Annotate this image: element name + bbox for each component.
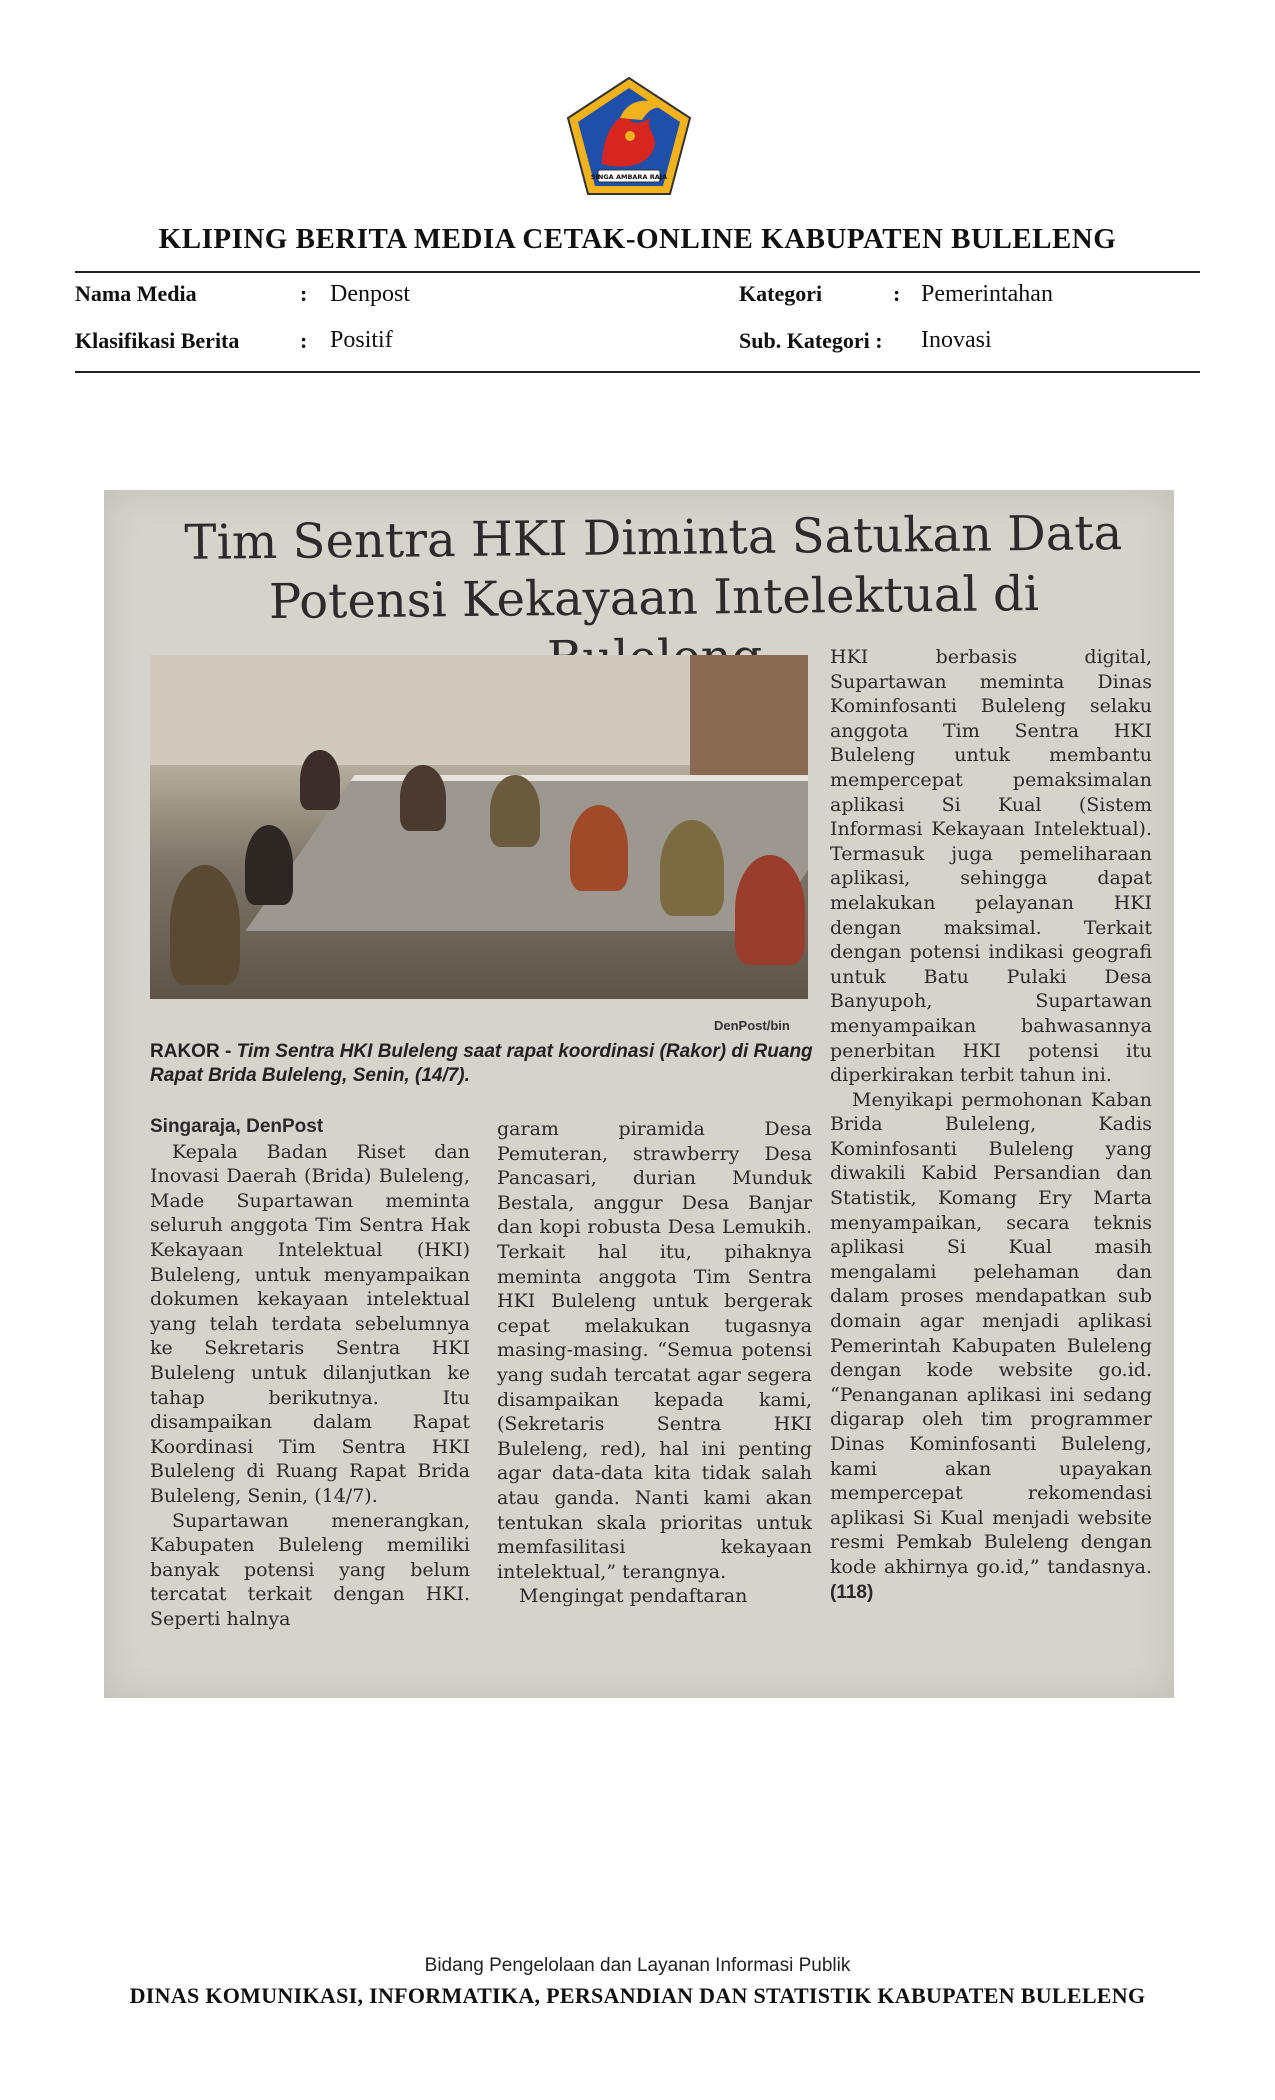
media-colon: :	[300, 281, 308, 306]
kategori-value: Pemerintahan	[921, 281, 1053, 307]
photo-credit: DenPost/bin	[714, 1018, 790, 1033]
footer-agency: DINAS KOMUNIKASI, INFORMATIKA, PERSANDIAN DAN STATISTIK KABUPATEN BULELENG	[129, 1983, 1146, 2008]
footer-unit: Bidang Pengelolaan dan Layanan Informasi Publik	[424, 1955, 851, 1976]
emblem-motto: SINGA AMBARA RAJA	[590, 173, 668, 181]
kategori-label: Kategori	[739, 281, 823, 306]
article-paragraph: HKI berbasis digital, Supartawan meminta Dinas Kominfosanti Buleleng selaku anggota Tim Sentra HKI Buleleng untuk membantu mempercepat pemaksimalan aplikasi Si Kual (Sistem Informasi Kekayaan Intelektual). Termasuk juga pemeliharaan aplikasi, sehingga dapat melakukan pelayanan HKI dengan maksimal. Terkait dengan potensi indikasi geografi untuk Batu Pulaki Desa Banyupoh, Supartawan menyampaikan bahwasannya penerbitan HKI potensi itu diperkirakan terbit tahun ini.	[830, 646, 1152, 1087]
media-label: Nama Media	[75, 281, 197, 306]
klasifikasi-label: Klasifikasi Berita	[75, 328, 240, 353]
article-paragraph	[830, 1088, 1152, 1605]
header-divider	[75, 271, 1200, 273]
article-column-3	[830, 645, 1152, 1605]
article-paragraph: garam piramida Desa Pemuteran, strawberry Desa Pancasari, durian Munduk Bestala, anggur Desa Banjar dan kopi robusta Desa Lemukih. Terkait hal itu, pihaknya meminta anggota Tim Sentra HKI Buleleng untuk bergerak cepat melakukan tugasnya masing-masing. “Semua potensi yang sudah tercatat agar segera disampaikan kepada kami, (Sekretaris Sentra HKI Buleleng, red), hal ini penting agar data-data kita tidak salah atau ganda. Nanti kami akan tentukan skala prioritas untuk memfasilitasi kekayaan intelektual,” terangnya.	[497, 1118, 812, 1583]
dateline: Singaraja, DenPost	[150, 1116, 324, 1137]
article-paragraph-text: Menyikapi permohonan Kaban Brida Buleleng, Kadis Kominfosanti Buleleng yang diwakili Kabid Persandian dan Statistik, Komang Ery Marta menyampaikan, secara teknis aplikasi Si Kual masih mengalami pelehaman dan dalam proses mendapatkan sub domain agar menjadi aplikasi Pemerintah Kabupaten Buleleng dengan kode website go.id. “Penanganan aplikasi ini sedang digarap oleh tim programmer Dinas Kominfosanti Buleleng, kami akan upayakan mempercepat rekomendasi aplikasi Si Kual menjadi website resmi Pemkab Buleleng dengan kode akhirnya go.id,” tandasnya.	[830, 1088, 1152, 1578]
meeting-photo	[150, 655, 808, 999]
klasifikasi-value: Positif	[330, 327, 393, 353]
reporter-code: (118)	[830, 1581, 874, 1603]
document-title: KLIPING BERITA MEDIA CETAK-ONLINE KABUPATEN BULELENG	[158, 223, 1117, 255]
media-value: Denpost	[330, 281, 410, 307]
subkategori-value: Inovasi	[921, 327, 992, 353]
photo-caption	[150, 1040, 815, 1088]
kategori-colon: :	[893, 281, 901, 306]
klasifikasi-colon: :	[300, 328, 308, 353]
caption-lead: RAKOR -	[150, 1041, 237, 1062]
article-paragraph: Kepala Badan Riset dan Inovasi Daerah (Brida) Buleleng, Made Supartawan meminta seluruh anggota Tim Sentra Hak Kekayaan Intelektual (HKI) Buleleng, untuk menyampaikan dokumen kekayaan intelektual yang telah terdata sebelumnya ke Sekretaris Sentra HKI Buleleng untuk dilanjutkan ke tahap berikutnya. Itu disampaikan dalam Rapat Koordinasi Tim Sentra HKI Buleleng di Ruang Rapat Brida Buleleng, Senin, (14/7).	[150, 1140, 470, 1507]
pemkab-buleleng-emblem-icon	[562, 74, 696, 198]
article-column-1	[150, 1115, 470, 1631]
meta-divider	[75, 371, 1200, 373]
article-column-2	[497, 1117, 812, 1609]
subkategori-label: Sub. Kategori :	[739, 328, 883, 353]
article-paragraph: Mengingat pendaftaran	[519, 1585, 748, 1608]
clipping-headline: Tim Sentra HKI Diminta Satukan Data Potensi Kekayaan Intelektual di	[184, 505, 1123, 631]
article-paragraph: Supartawan menerangkan, Kabupaten Buleleng memiliki banyak potensi yang belum tercatat terkait dengan HKI. Seperti halnya	[150, 1509, 470, 1630]
newspaper-clipping	[104, 490, 1174, 1698]
caption-text: Tim Sentra HKI Buleleng saat rapat koordinasi (Rakor) di Ruang Rapat Brida Buleleng, Senin, (14/7).	[150, 1041, 813, 1086]
